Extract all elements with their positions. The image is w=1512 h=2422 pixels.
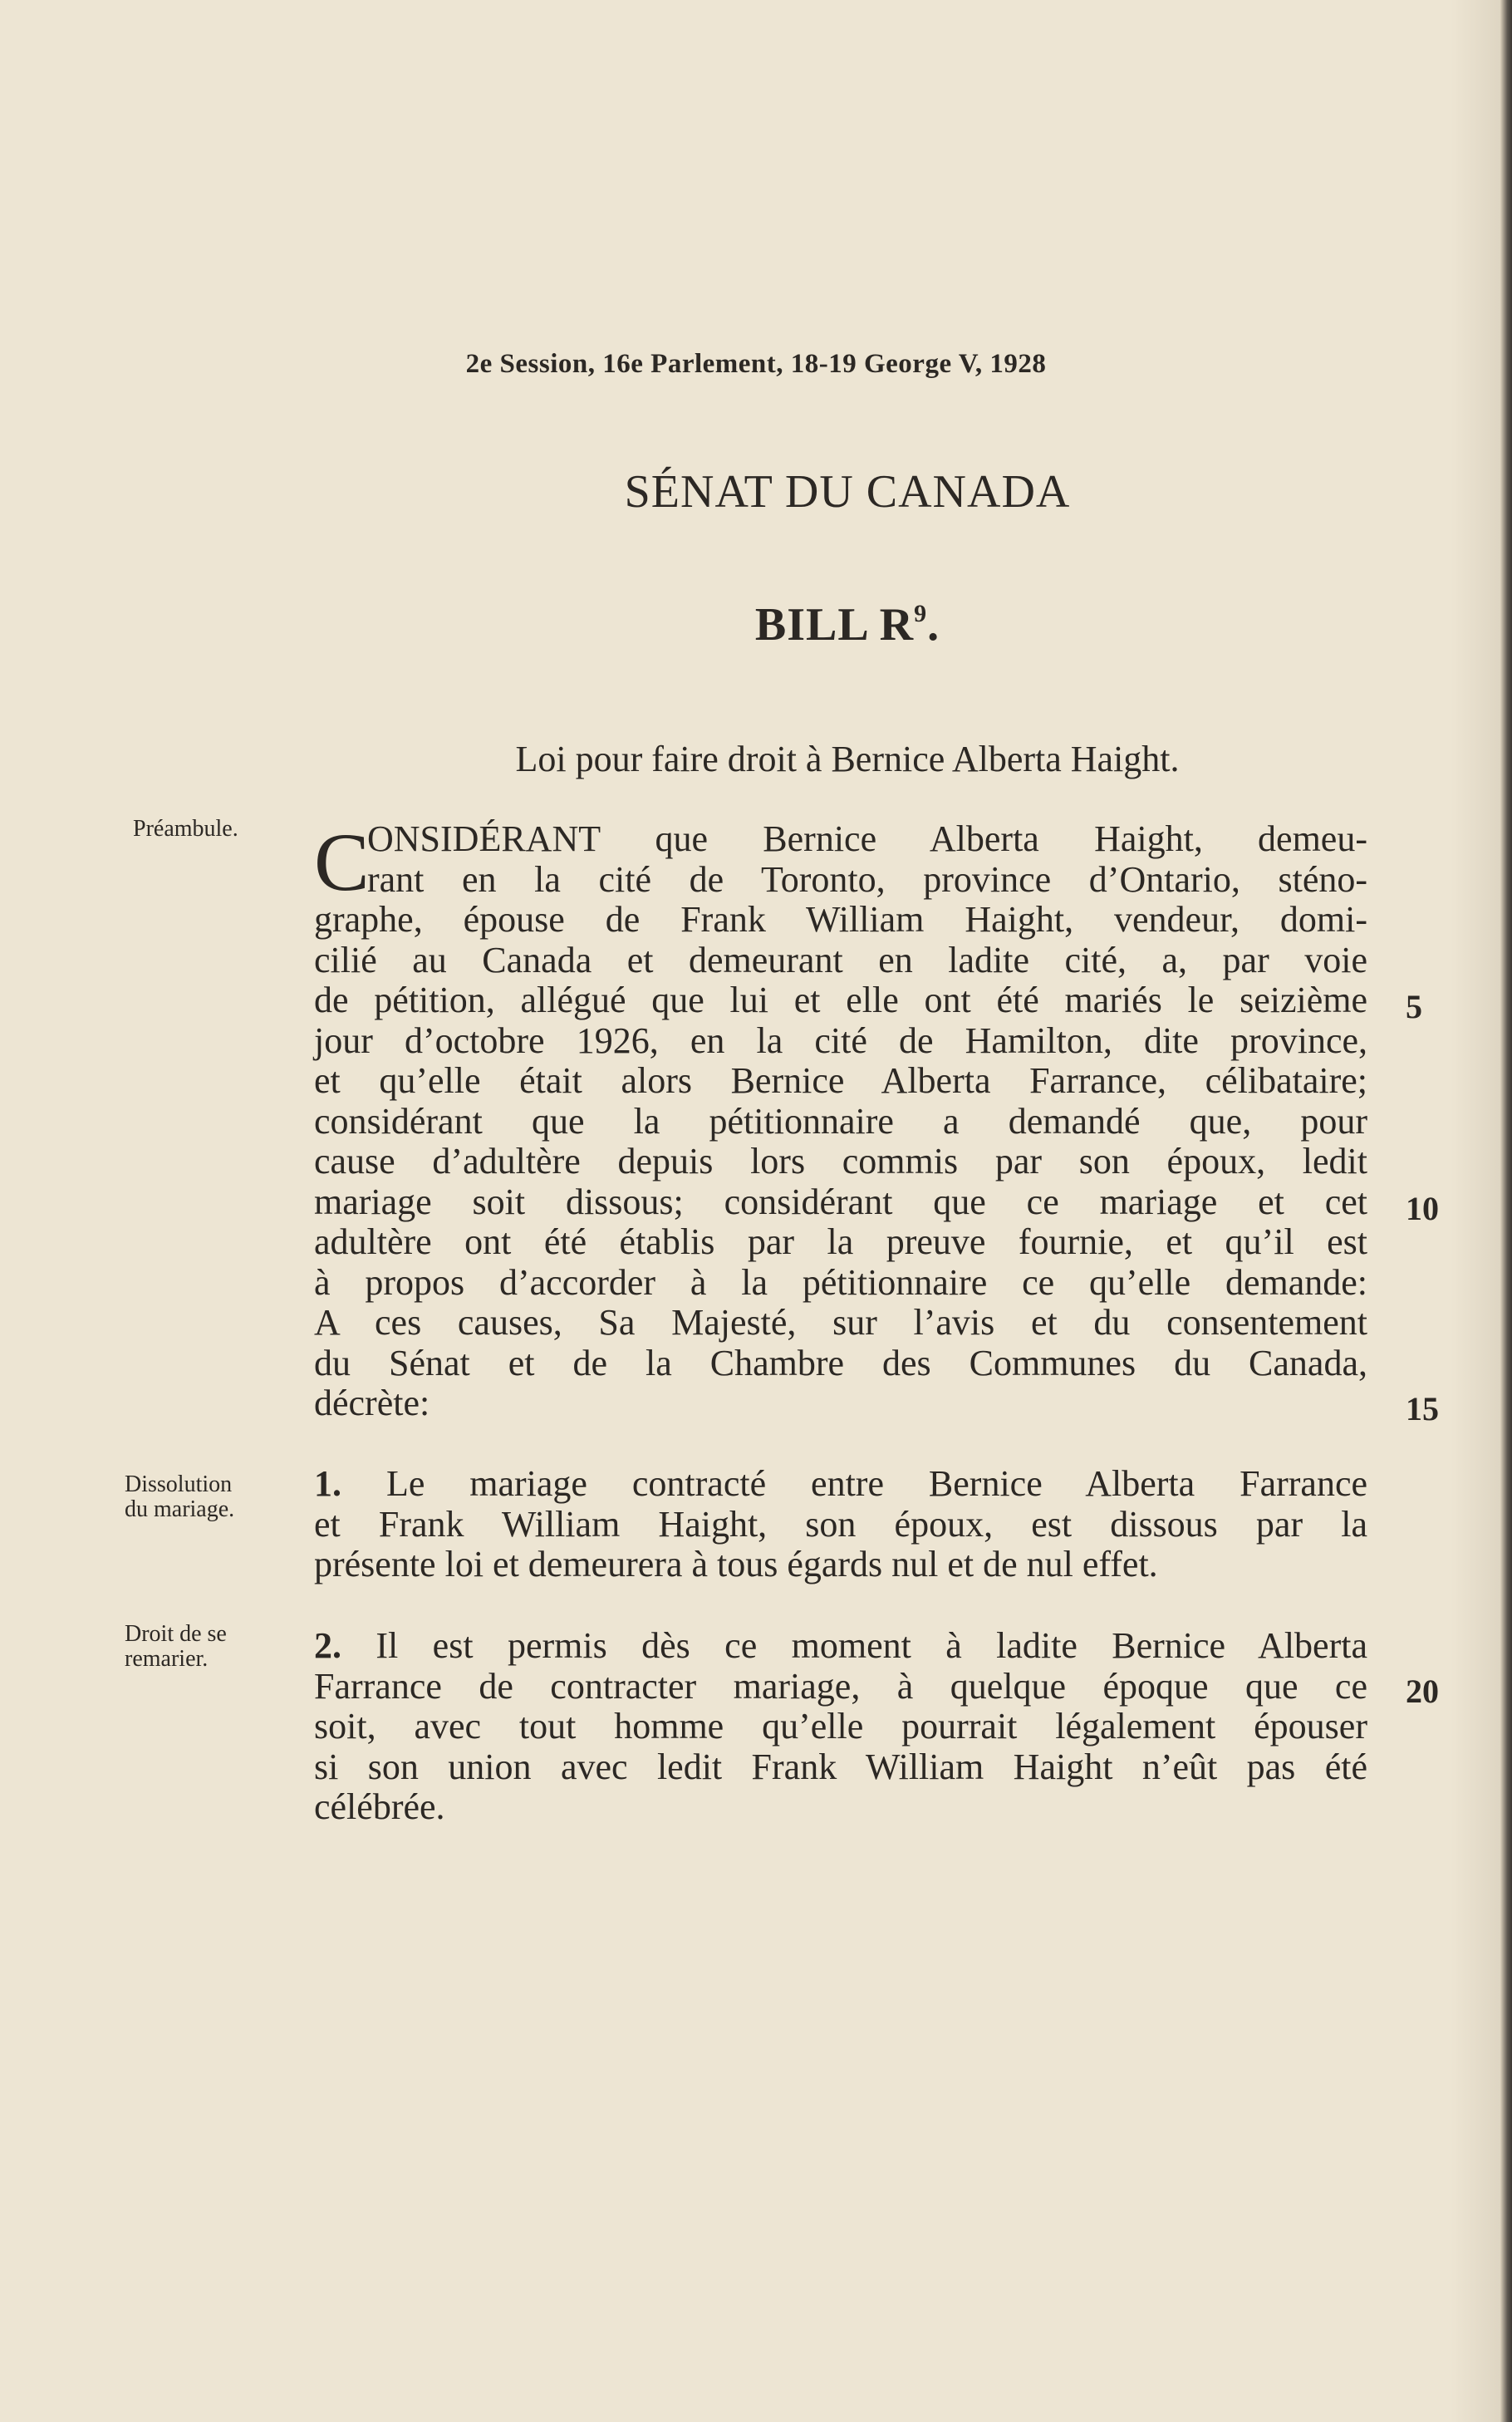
margin-note-remarier-line2: remarier. — [125, 1646, 209, 1672]
preamble-line: à propos d’accorder à la pétitionnaire ce qu’elle demande: — [314, 1261, 1367, 1303]
margin-note-remarier — [125, 1622, 291, 1672]
bill-subtitle: Loi pour faire droit à Bernice Alberta Haight. — [515, 739, 1180, 779]
margin-note-remarier-line1: Droit de se — [125, 1621, 227, 1647]
section-2-line: Il est permis dès ce moment à ladite Bernice Alberta — [376, 1625, 1367, 1666]
preamble-line: graphe, épouse de Frank William Haight, vendeur, domi- — [314, 899, 1367, 940]
section-2-line: célébrée. — [314, 1786, 445, 1827]
preamble-line: cilié au Canada et demeurant en ladite cité, a, par voie — [314, 939, 1367, 980]
bill-title — [0, 598, 1512, 651]
section-1-number: 1. — [314, 1463, 341, 1504]
margin-note-dissolution — [125, 1472, 291, 1522]
bill-suffix: . — [927, 599, 940, 651]
margin-note-preambule: Préambule. — [133, 816, 238, 842]
section-2-line: Farrance de contracter mariage, à quelque époque que ce — [314, 1665, 1367, 1707]
preamble-dropcap: C — [314, 816, 370, 908]
bill-label: BILL R — [754, 599, 915, 651]
line-number-15: 15 — [1406, 1390, 1439, 1427]
section-1-line: et Frank William Haight, son époux, est dissous par la — [314, 1503, 1367, 1545]
preamble-line: considérant que la pétitionnaire a demandé que, pour — [314, 1100, 1367, 1142]
section-2-line: soit, avec tout homme qu’elle pourrait légalement épouser — [314, 1706, 1367, 1746]
bill-number: 9 — [914, 600, 928, 627]
margin-note-dissolution-line2: du mariage. — [125, 1496, 235, 1522]
section-2-line: si son union avec ledit Frank William Haight n’eût pas été — [314, 1746, 1367, 1787]
preamble-line: cause d’adultère depuis lors commis par son époux, ledit — [314, 1141, 1367, 1182]
preamble-line: du Sénat et de la Chambre des Communes du Canada, — [314, 1342, 1367, 1383]
preamble-line: et qu’elle était alors Bernice Alberta Farrance, célibataire; — [314, 1060, 1367, 1101]
section-1 — [314, 1464, 1367, 1585]
preamble-line: de pétition, allégué que lui et elle ont été mariés le seizième — [314, 980, 1367, 1020]
section-2-number: 2. — [314, 1625, 341, 1666]
preamble-line: rant en la cité de Toronto, province d’Ontario, sténo- — [367, 858, 1367, 900]
preamble-line: adultère ont été établis par la preuve fournie, et qu’il est — [314, 1221, 1367, 1262]
section-1-line: Le mariage contracté entre Bernice Alberta Farrance — [385, 1463, 1367, 1504]
line-number-10: 10 — [1406, 1190, 1439, 1227]
margin-note-dissolution-line1: Dissolution — [125, 1471, 233, 1497]
session-header: 2e Session, 16e Parlement, 18-19 George V, 1928 — [465, 349, 1047, 379]
section-2 — [314, 1626, 1367, 1828]
preamble-line: A ces causes, Sa Majesté, sur l’avis et du consentement — [314, 1302, 1367, 1343]
section-1-line: présente loi et demeurera à tous égards nul et de nul effet. — [314, 1544, 1158, 1584]
preamble-line: ONSIDÉRANT que Bernice Alberta Haight, demeu- — [367, 818, 1367, 859]
line-number-5: 5 — [1406, 988, 1422, 1025]
preamble-paragraph — [314, 816, 1367, 1424]
preamble-line: décrète: — [314, 1383, 430, 1423]
senate-title: SÉNAT DU CANADA — [624, 466, 1071, 518]
preamble-line: mariage soit dissous; considérant que ce mariage et cet — [314, 1181, 1367, 1222]
line-number-20: 20 — [1406, 1673, 1439, 1710]
preamble-line: jour d’octobre 1926, en la cité de Hamilton, dite province, — [314, 1019, 1367, 1061]
